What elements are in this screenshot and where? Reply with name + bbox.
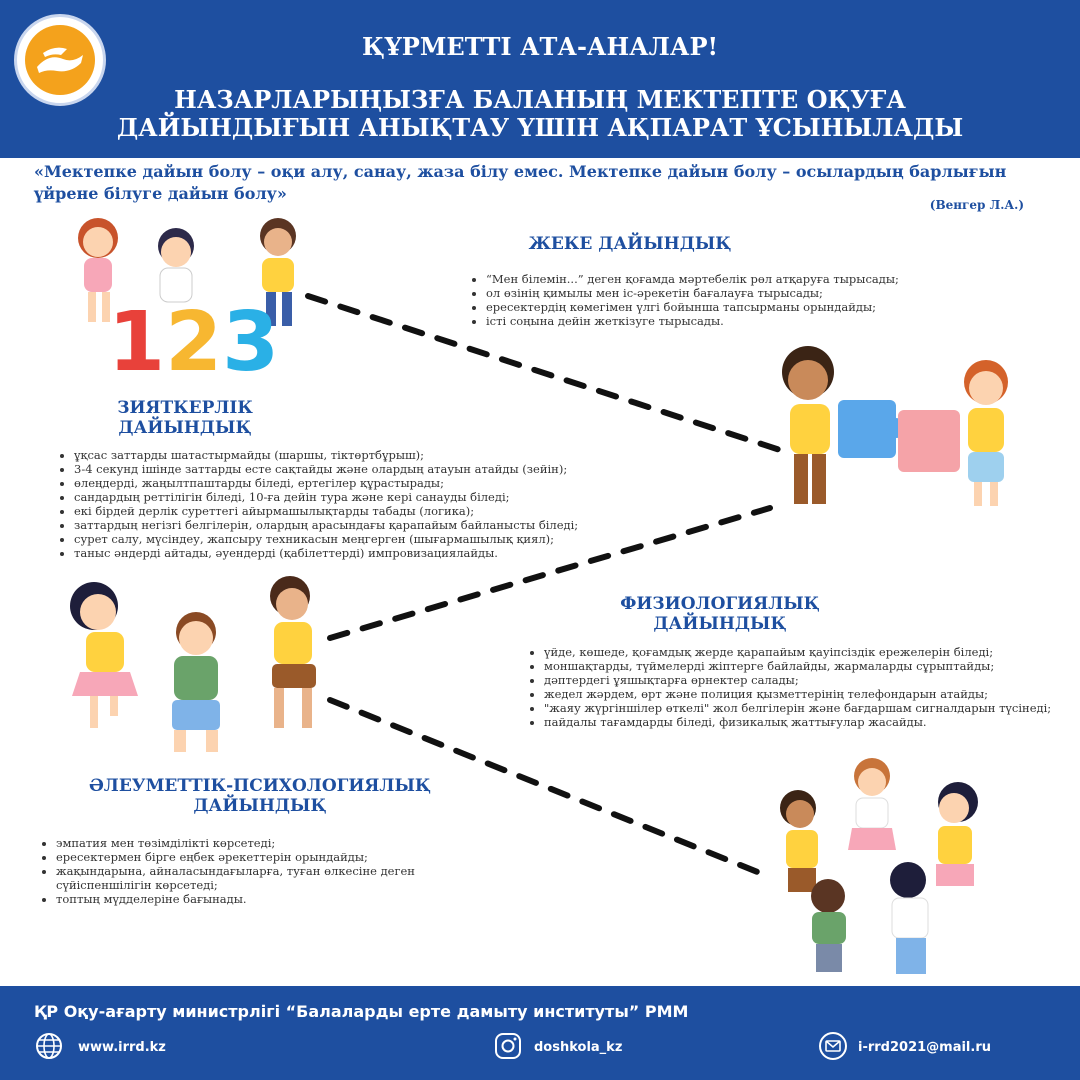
- personal-readiness-list: [470, 272, 1006, 328]
- list-item: • дәптердегі ұяшықтарға өрнектер салады;: [544, 673, 1054, 687]
- list-item: • ұқсас заттарды шатастырмайды (шаршы, тіктөртбұрыш);: [74, 448, 674, 462]
- personal-readiness-title: ЖЕКЕ ДАЙЫНДЫҚ: [528, 234, 732, 254]
- intellectual-title-line-1: ЗИЯТКЕРЛІК: [117, 398, 253, 418]
- website-link[interactable]: www.irrd.kz: [78, 1040, 166, 1055]
- list-item: • сурет салу, мүсіндеу, жапсыру техникасын меңгерген (шығармашылық қиял);: [74, 532, 674, 546]
- list-item: • заттардың негізгі белгілерін, олардың арасындағы қарапайым байланысты біледі;: [74, 518, 674, 532]
- page-title: ҚҰРМЕТТІ АТА-АНАЛАР!: [361, 32, 719, 61]
- list-item: • екі бірдей дерлік суреттегі айырмашылықтарды табады (логика);: [74, 504, 674, 518]
- subtitle-line-1: НАЗАРЛАРЫҢЫЗҒА БАЛАНЫҢ МЕКТЕПТЕ ОҚУҒА: [174, 85, 906, 114]
- social-title-line-2: ДАЙЫНДЫҚ: [193, 796, 327, 816]
- list-item: • “Мен білемін...” деген қоғамда мәртебелік рөл атқаруға тырысады;: [486, 272, 1006, 286]
- list-item: • "жаяу жүргіншілер өткелі" жол белгілерін және бағдаршам сигналдарын түсінеді;: [544, 701, 1054, 715]
- list-item: • моншақтарды, түймелерді жіптерге байлайды, жармаларды сұрыптайды;: [544, 659, 1054, 673]
- globe-icon: [34, 1031, 64, 1061]
- kids-holding-puzzle-illustration: [760, 342, 1030, 520]
- list-item: • істі соңына дейін жеткізуге тырысады.: [486, 314, 1006, 328]
- list-item: • ересектердің көмегімен үлгі бойынша тапсырманы орындайды;: [486, 300, 1006, 314]
- intellectual-readiness-list: [58, 448, 674, 560]
- subtitle-line-2: ДАЙЫНДЫҒЫН АНЫҚТАУ ҮШІН АҚПАРАТ ҰСЫНЫЛАДЫ: [116, 113, 964, 142]
- list-item: • ересектермен бірге еңбек әрекеттерін орындайды;: [56, 850, 466, 864]
- kids-jumping-illustration: [50, 568, 340, 758]
- list-item: • жақындарына, айналасындағыларға, туған өлкесіне деген сүйіспеншілігін көрсетеді;: [56, 864, 466, 892]
- physiological-readiness-title: [570, 594, 870, 634]
- email-link[interactable]: i-rrd2021@mail.ru: [858, 1040, 991, 1055]
- intellectual-title-line-2: ДАЙЫНДЫҚ: [118, 418, 252, 438]
- quote-author: (Венгер Л.А.): [929, 198, 1024, 212]
- social-title-line-1: ӘЛЕУМЕТТІК-ПСИХОЛОГИЯЛЫҚ: [89, 776, 431, 796]
- mail-icon: [818, 1031, 848, 1061]
- physiological-title-line-2: ДАЙЫНДЫҚ: [653, 614, 787, 634]
- intellectual-readiness-title: [60, 398, 310, 438]
- social-readiness-list: [40, 836, 466, 906]
- list-item: • жедел жәрдем, өрт және полиция қызметтерінің телефондарын атайды;: [544, 687, 1054, 701]
- footer-banner: [0, 986, 1080, 1080]
- list-item: • топтың мүдделеріне бағынады.: [56, 892, 466, 906]
- list-item: • пайдалы тағамдарды біледі, физикалық жаттығулар жасайды.: [544, 715, 1054, 729]
- instagram-link[interactable]: doshkola_kz: [534, 1040, 623, 1055]
- kids-dancing-in-circle-illustration: [768, 756, 998, 984]
- list-item: • өлеңдерді, жаңылтпаштарды біледі, ертегілер құрастырады;: [74, 476, 674, 490]
- list-item: • таныс әндерді айтады, әуендерді (қабілеттерді) импровизациялайды.: [74, 546, 674, 560]
- list-item: • үйде, көшеде, қоғамдық жерде қарапайым қауіпсіздік ережелерін біледі;: [544, 645, 1054, 659]
- numbers-123-text: 123: [108, 295, 280, 380]
- quote-line-2: үйрене білуге дайын болу»: [34, 184, 287, 203]
- quote-line-1: «Мектепке дайын болу – оқи алу, санау, жаза білу емес. Мектепке дайын болу – осылардың барлығын: [34, 162, 1007, 181]
- social-readiness-title: [50, 776, 470, 816]
- list-item: • 3-4 секунд ішінде заттарды есте сақтайды және олардың атауын атайды (зейін);: [74, 462, 674, 476]
- list-item: • сандардың реттілігін біледі, 10-ға дейін тура және кері санауды біледі;: [74, 490, 674, 504]
- physiological-readiness-list: [528, 645, 1054, 729]
- ministry-name: ҚР Оқу-ағарту министрлігі “Балаларды ерте дамыту институты” РММ: [34, 1002, 689, 1021]
- physiological-title-line-1: ФИЗИОЛОГИЯЛЫҚ: [620, 594, 820, 614]
- instagram-icon: [493, 1031, 523, 1061]
- list-item: • эмпатия мен төзімділікті көрсетеді;: [56, 836, 466, 850]
- kids-with-numbers-123-illustration: [58, 210, 320, 380]
- list-item: • ол өзінің қимылы мен іс-әрекетін бағалауға тырысады;: [486, 286, 1006, 300]
